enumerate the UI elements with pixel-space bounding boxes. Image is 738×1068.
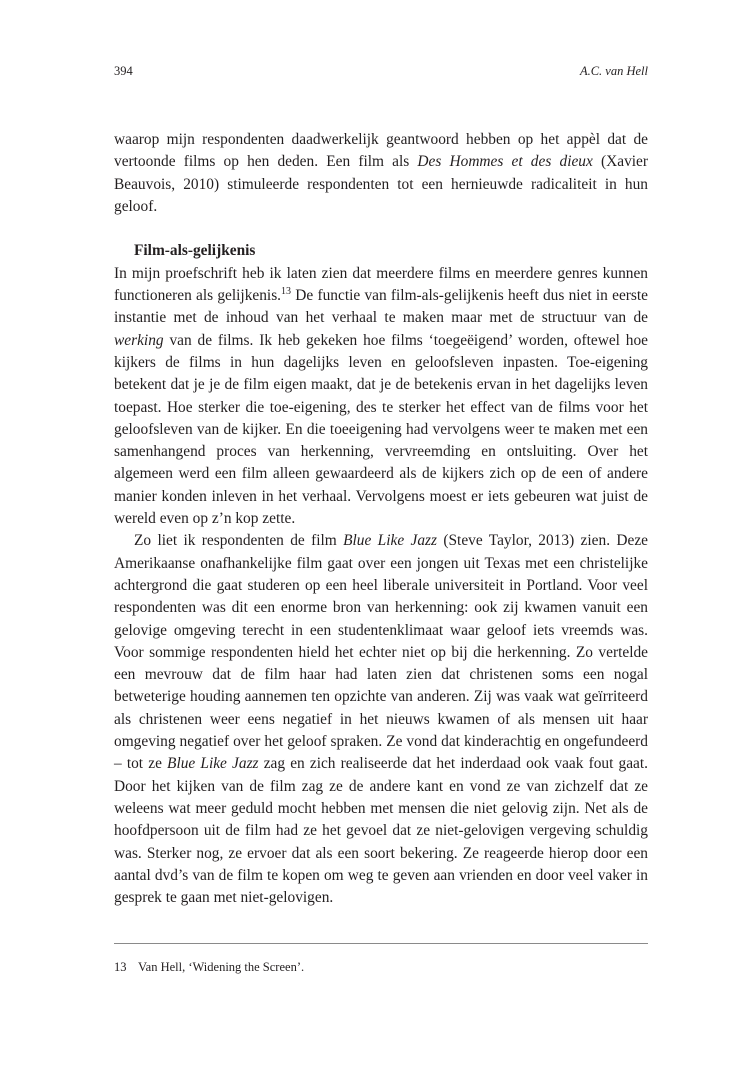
intro-text-1: waarop mijn respondenten daadwerkelijk geantwoord hebben op het appèl dat de vertoonde films op hen deden. Een film als <box>114 131 648 171</box>
footnote-reference[interactable]: 13 <box>281 285 292 297</box>
intro-paragraph <box>114 129 648 218</box>
paragraph2-text-1: Zo liet ik respondenten de film <box>134 532 344 550</box>
paragraph2-text-2: (Steve Taylor, 2013) zien. Deze Amerikaanse onafhankelijke film gaat over een jongen uit Texas met een christelijke achtergrond die gaat studeren op een heel liberale universiteit in Portland. Voor veel respondenten was dit een enorme bron van herkenning: ook zij kwamen vanuit een gelovige omgeving terecht in een studentenklimaat waar geloof iets vreemds was. Voor sommige respondenten hield het echter niet op bij die herkenning. Zo vertelde een mevrouw dat de film haar had laten zien dat christenen soms een nogal betweterige houding aannemen ten opzichte van anderen. Zij was vaak wat geïrriteerd als christenen weer eens negatief in het nieuws kwamen of als mensen uit haar omgeving negatief over het geloof spraken. Ze vond dat kinderachtig en ongefundeerd – tot ze <box>114 532 648 773</box>
footnote-text: Van Hell, ‘Widening the Screen’. <box>138 960 305 974</box>
page-number: 394 <box>114 64 133 78</box>
film-title-des-hommes: Des Hommes et des dieux <box>417 153 593 171</box>
footnote <box>114 958 648 976</box>
paragraph-blue-like-jazz <box>114 530 648 909</box>
film-title-blue-like-jazz-second: Blue Like Jazz <box>167 755 259 773</box>
emphasis-werking: werking <box>114 331 164 349</box>
paragraph2-text-3: zag en zich realiseerde dat het inderdaad ook vaak fout gaat. Door het kijken van de film zag ze de andere kant en vond ze van zichzelf dat ze weleens wat meer geduld mocht hebben met mensen die niet gelovig zijn. Net als de hoofdpersoon uit de film had ze het gevoel dat ze niet-gelovigen vergeving schuldig was. Sterker nog, ze ervoer dat als een soort bekering. Ze reageerde hierop door een aantal dvd’s van de film te kopen om weg te geven aan vrienden en door veel vaker in gesprek te gaan met niet-gelovigen. <box>114 755 648 907</box>
running-head <box>114 64 648 82</box>
section-heading: Film-als-gelijkenis <box>134 242 256 260</box>
paragraph1-text-2: De functie van film-als-gelijkenis heeft dus niet in eerste instantie met de inhoud van het verhaal te maken maar met de structuur van de <box>114 287 648 327</box>
film-title-blue-like-jazz: Blue Like Jazz <box>343 532 438 550</box>
paragraph1-text-3: van de films. Ik heb gekeken hoe films ‘toegeëigend’ worden, oftewel hoe kijkers de films in hun dagelijks leven en geloofsleven inpasten. Toe-eigening betekent dat je je de film eigen maakt, dat je de betekenis ervan in het dagelijks leven toepast. Hoe sterker die toe-eigening, des te sterker het effect van de films voor het geloofsleven van de kijker. En die toeeigening had vervolgens weer te maken met een samenhangend proces van herkenning, vervreemding en ontsluiting. Over het algemeen werd een film alleen gewaardeerd als de kijkers zich op de een of andere manier konden inleven in het verhaal. Vervolgens moest er iets gebeuren wat juist de wereld even op z’n kop zette. <box>114 331 648 528</box>
footnote-number: 13 <box>114 960 127 974</box>
body-text <box>114 129 648 909</box>
paragraph-film-als-gelijkenis <box>114 263 648 531</box>
footnote-divider <box>114 943 648 944</box>
paragraph1-text-1: In mijn proefschrift heb ik laten zien dat meerdere films en meerdere genres kunnen functioneren als gelijkenis. <box>114 264 648 305</box>
intro-text-2: (Xavier Beauvois, 2010) stimuleerde respondenten tot een hernieuwde radicaliteit in hun geloof. <box>114 153 648 215</box>
running-head-author: A.C. van Hell <box>579 64 648 78</box>
